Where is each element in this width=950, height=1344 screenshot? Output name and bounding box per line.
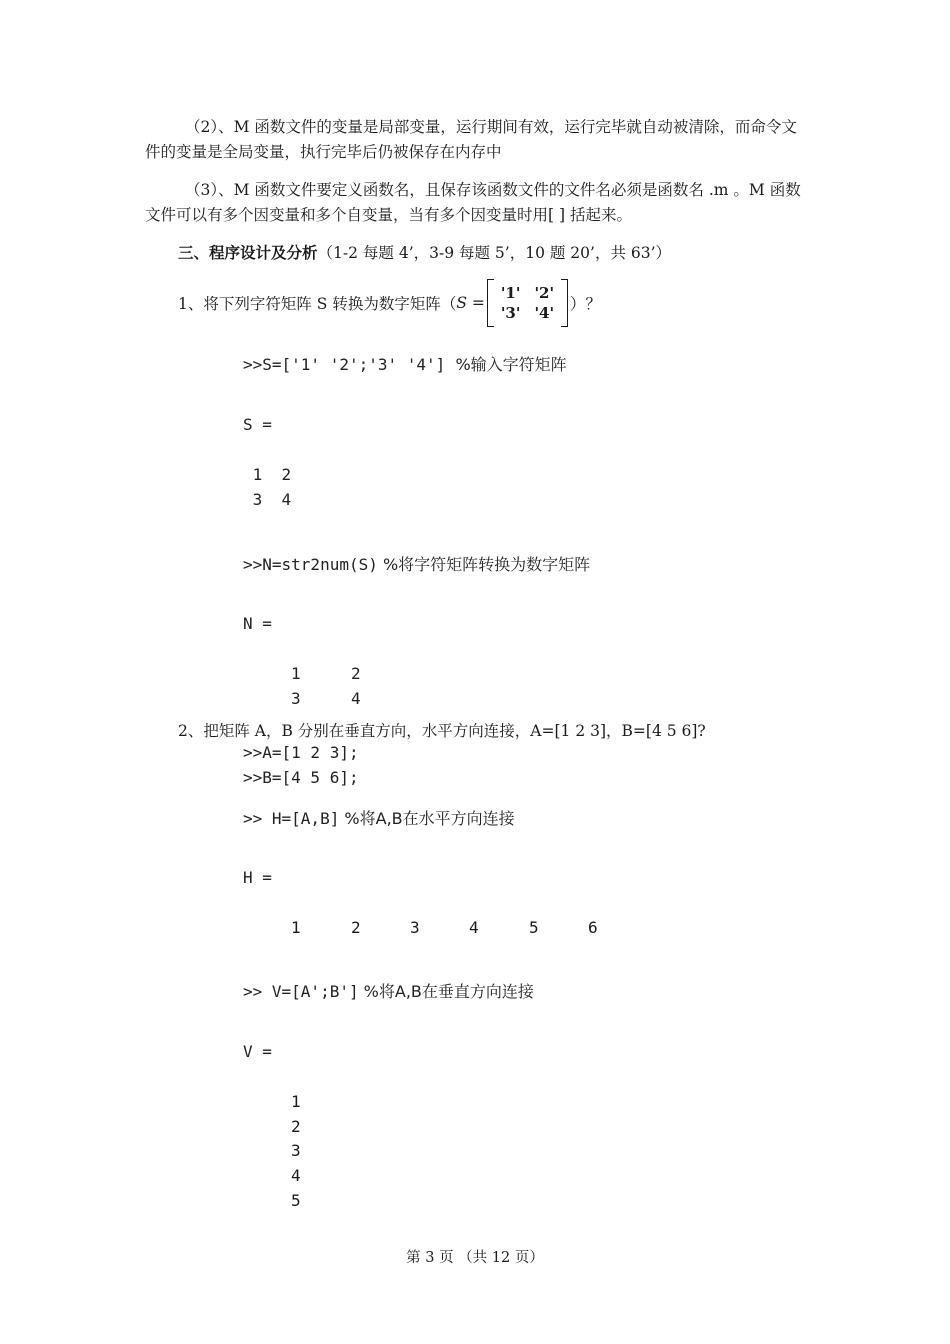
output-v-cell: 1 — [291, 1092, 301, 1111]
output-h-cell: 5 — [529, 918, 539, 937]
output-h-cell: 3 — [410, 918, 420, 937]
output-n-label: N = — [243, 614, 272, 633]
output-h-cell: 4 — [469, 918, 479, 937]
matrix-cell: '1' — [500, 284, 521, 302]
matrix-right-bracket — [561, 279, 568, 327]
code-line-v: >> V=[A';B'] %将A,B在垂直方向连接 — [243, 982, 534, 1001]
question-1-suffix: ）？ — [570, 295, 602, 313]
output-s-row-1: 1 2 — [243, 465, 292, 484]
section-heading — [178, 241, 671, 263]
page-footer: 第 3 页 （共 12 页） — [406, 1250, 544, 1266]
output-n-cell: 1 — [291, 664, 301, 683]
code-line-b: >>B=[4 5 6]; — [243, 768, 359, 787]
matrix-lhs: S = — [456, 294, 485, 312]
output-v-label: V = — [243, 1042, 272, 1061]
question-2-text: 2、把矩阵 A，B 分别在垂直方向，水平方向连接，A=[1 2 3]，B=[4 5 6]? — [178, 722, 706, 740]
matrix-cell: '2' — [534, 284, 555, 302]
output-n-cell: 4 — [351, 689, 361, 708]
question-1 — [178, 278, 601, 328]
output-h-label: H = — [243, 868, 272, 887]
matrix-cell: '3' — [500, 304, 521, 322]
question-1-text: 1、将下列字符矩阵 S 转换为数字矩阵（ — [178, 295, 457, 313]
matrix-left-bracket — [487, 279, 494, 327]
section-title: 三、程序设计及分析 — [178, 243, 318, 262]
matrix-grid — [499, 284, 556, 322]
paragraph-3: （3）、M 函数文件要定义函数名，且保存该函数文件的文件名必须是函数名 .m 。M 函数文件可以有多个因变量和多个自变量，当有多个因变量时用[ ] 括起来。 — [145, 181, 801, 224]
output-h-cell: 6 — [588, 918, 598, 937]
char-matrix — [487, 279, 568, 327]
output-n-cell: 2 — [351, 664, 361, 683]
paragraph-2: （2）、M 函数文件的变量是局部变量，运行期间有效，运行完毕就自动被清除，而命令文件的变量是全局变量，执行完毕后仍被保存在内存中 — [145, 118, 797, 161]
output-s-label: S = — [243, 415, 272, 434]
code-line-str2num: >>N=str2num(S) %将字符矩阵转换为数字矩阵 — [243, 555, 591, 574]
code-line-a: >>A=[1 2 3]; — [243, 743, 359, 762]
section-note: （1-2 每题 4’，3-9 每题 5’，10 题 20’，共 63’） — [317, 244, 672, 262]
output-h-cell: 1 — [291, 918, 301, 937]
output-h-cell: 2 — [351, 918, 361, 937]
matrix-cell: '4' — [534, 304, 555, 322]
code-line-h: >> H=[A,B] %将A,B在水平方向连接 — [243, 809, 515, 828]
output-v-cell: 4 — [291, 1166, 301, 1185]
output-v-cell: 5 — [291, 1191, 301, 1210]
output-s-row-2: 3 4 — [243, 490, 292, 509]
output-v-cell: 2 — [291, 1117, 301, 1136]
code-line-s-input: >>S=['1' '2';'3' '4'] %输入字符矩阵 — [243, 355, 567, 374]
output-n-cell: 3 — [291, 689, 301, 708]
output-v-cell: 3 — [291, 1141, 301, 1160]
